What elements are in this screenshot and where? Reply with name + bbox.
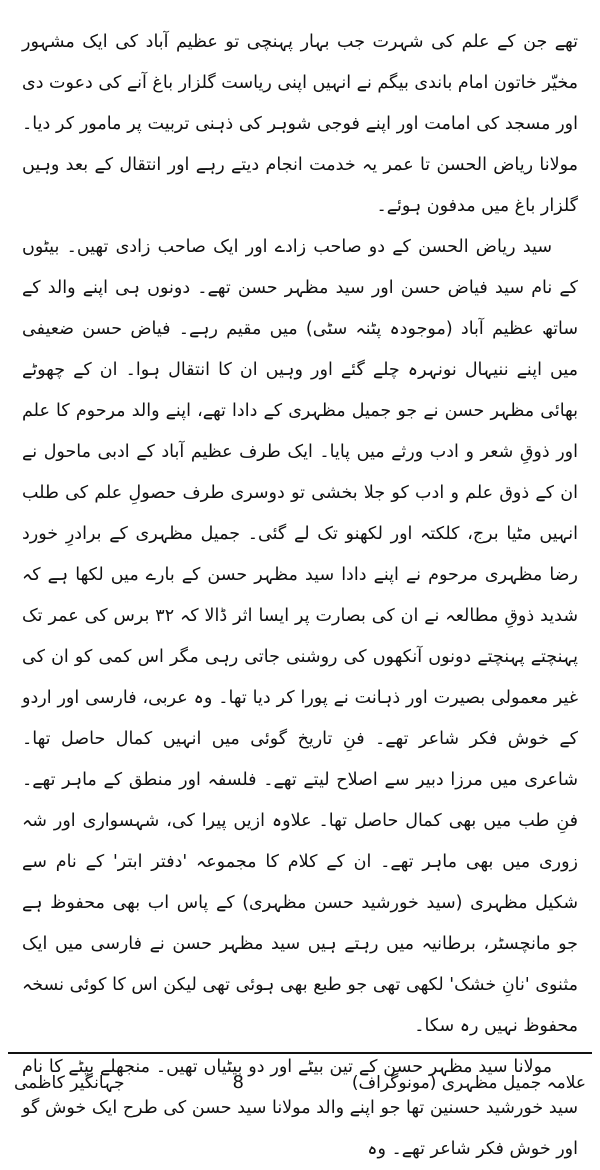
body-text [22, 22, 578, 1170]
paragraph-family: سید ریاض الحسن کے دو صاحب زادے اور ایک صاحب زادی تھیں۔ بیٹوں کے نام سید فیاض حسن اور سید مظہر حسن تھے۔ دونوں ہی اپنے والد کے ساتھ عظیم آباد (موجودہ پٹنہ سٹی) میں مقیم رہے۔ فیاض حسن ضعیفی میں اپنے ننیہال نونہرہ چلے گئے اور وہیں ان کا انتقال ہوا۔ ان کے چھوٹے بھائی مظہر حسن نے جو جمیل مظہری کے دادا تھے، اپنے والد مرحوم کا علم اور ذوقِ شعر و ادب ورثے میں پایا۔ ایک طرف عظیم آباد کے ادبی ماحول نے ان کے ذوق علم و ادب کو جلا بخشی تو دوسری طرف حصولِ علم کی طلب انہیں مٹیا برج، کلکتہ اور لکھنو تک لے گئی۔ جمیل مظہری کے برادرِ خورد رضا مظہری مرحوم نے اپنے دادا سید مظہر حسن کے بارے میں لکھا ہے کہ شدید ذوقِ مطالعہ نے ان کی بصارت پر ایسا اثر ڈالا کہ ۳۲ برس کی عمر تک پہنچتے پہنچتے دونوں آنکھوں کی روشنی جاتی رہی مگر اس کمی کو ان کی غیر معمولی بصیرت اور ذہانت نے پورا کر دیا تھا۔ وہ عربی، فارسی اور اردو کے خوش فکر شاعر تھے۔ فنِ تاریخ گوئی میں انہیں کمال حاصل تھا۔ شاعری میں مرزا دبیر سے اصلاح لیتے تھے۔ فلسفہ اور منطق کے ماہر تھے۔ فنِ طب میں بھی کمال حاصل تھا۔ علاوہ ازیں پیرا کی، شہسواری اور شہ زوری میں بھی ماہر تھے۔ ان کے کلام کا مجموعہ 'دفتر ابتر' کے نام سے شکیل مظہری (سید خورشید حسن مظہری) کے پاس اب بھی محفوظ ہے جو مانچسٹر، برطانیہ میں رہتے ہیں سید مظہر حسن نے فارسی میں ایک مثنوی 'نانِ خشک' لکھی تھی جو طبع بھی ہوئی تھی لیکن اس کا کوئی نسخہ محفوظ نہیں رہ سکا۔ [22, 237, 578, 1036]
footer-divider [8, 1052, 592, 1054]
footer-author: جہانگیر کاظمی [14, 1072, 125, 1093]
paragraph-children: مولانا سید مظہر حسن کے تین بیٹے اور دو بیٹیاں تھیں۔ منجھلے بیٹے کا نام سید خورشید حسنین تھا جو اپنے والد مولانا سید حسن کی طرح ایک خوش گو اور خوش فکر شاعر تھے۔ وہ [22, 1057, 578, 1159]
paragraph-intro: تھے جن کے علم کی شہرت جب بہار پہنچی تو عظیم آباد کی ایک مشہور مخیّر خاتون امام باندی بیگم نے انہیں اپنی ریاست گلزار باغ آنے کی دعوت دی اور مسجد کی امامت اور اپنے فوجی شوہر کی ذہنی تربیت پر مامور کر دیا۔ مولانا ریاض الحسن تا عمر یہ خدمت انجام دیتے رہے اور انتقال کے بعد وہیں گلزار باغ میں مدفون ہوئے۔ [22, 32, 578, 216]
footer-book-title: علامہ جمیل مظہری (مونوگراف) [351, 1072, 586, 1093]
page-footer [14, 1062, 586, 1102]
page-number: 8 [232, 1071, 244, 1093]
